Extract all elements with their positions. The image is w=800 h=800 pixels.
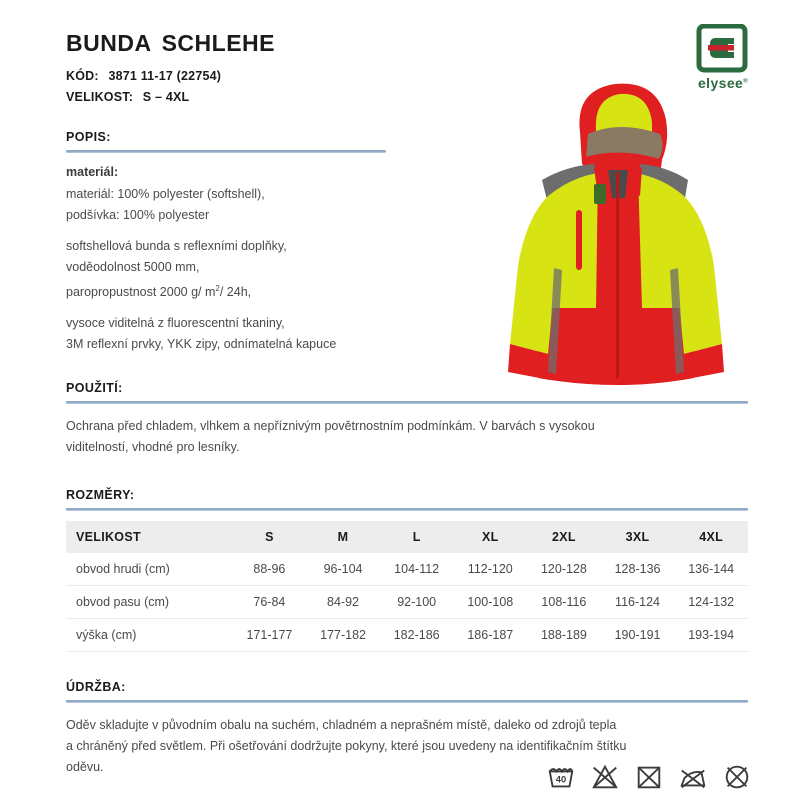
table-row: [66, 586, 748, 619]
product-size-line: [66, 90, 748, 104]
usage-line: viditelností, vhodné pro lesníky.: [66, 440, 240, 455]
cell-value: 104-112: [380, 553, 454, 586]
logo-wordmark: [698, 75, 748, 91]
cell-value: 92-100: [380, 586, 454, 619]
do-not-iron-icon: [678, 762, 708, 792]
do-not-dry-clean-icon: [722, 762, 752, 792]
column-header-l: L: [380, 521, 454, 553]
column-header-s: S: [233, 521, 307, 553]
cell-value: 193-194: [674, 619, 748, 652]
description-divider: [66, 150, 386, 153]
cell-value: 112-120: [453, 553, 527, 586]
cell-value: 128-136: [601, 553, 675, 586]
spec-line-permeability: paropropustnost 2000 g/ $m^2/$ 24h,: [66, 284, 252, 300]
table-row: [66, 553, 748, 586]
product-size-label: VELIKOST:: [66, 90, 134, 104]
table-header-row: [66, 521, 748, 553]
wash-40-icon: [546, 762, 576, 792]
product-code-line: [66, 69, 748, 83]
cell-value: 177-182: [306, 619, 380, 652]
product-size-value: S – 4XL: [142, 90, 190, 104]
cell-value: 182-186: [380, 619, 454, 652]
logo-glyph-icon: [696, 24, 750, 74]
spacer: [66, 303, 466, 313]
section-description: [66, 130, 748, 355]
cell-value: 171-177: [233, 619, 307, 652]
maintenance-line: a chráněný před světlem. Při ošetřování dodržujte pokyny, které jsou uvedeny na identifikačním štítku: [66, 739, 627, 754]
maintenance-divider: [66, 700, 748, 703]
maintenance-heading: ÚDRŽBA:: [66, 680, 126, 695]
maintenance-line: Oděv skladujte v původním obalu na suchém, chladném a neprašném místě, daleko od zdrojů tepla: [66, 718, 617, 733]
cell-value: 108-116: [527, 586, 601, 619]
usage-divider: [66, 401, 748, 404]
row-label: obvod hrudi (cm): [66, 553, 233, 586]
cell-value: 88-96: [233, 553, 307, 586]
brand-logo: [686, 24, 760, 93]
page-title: BUNDA SCHLEHE: [66, 30, 275, 56]
cell-value: 84-92: [306, 586, 380, 619]
cell-value: 116-124: [601, 586, 675, 619]
column-header-size: VELIKOST: [66, 521, 233, 553]
material-line: podšívka: 100% polyester: [66, 208, 210, 222]
column-header-xl: XL: [453, 521, 527, 553]
do-not-tumble-dry-icon: [634, 762, 664, 792]
dimensions-heading: ROZMĚRY:: [66, 488, 135, 503]
logo-registered-mark: ®: [743, 78, 749, 85]
care-symbols-row: [546, 762, 752, 792]
column-header-4xl: 4XL: [674, 521, 748, 553]
size-table: [66, 521, 748, 652]
cell-value: 190-191: [601, 619, 675, 652]
column-header-m: M: [306, 521, 380, 553]
cell-value: 124-132: [674, 586, 748, 619]
elysee-logo-mark: [696, 24, 750, 74]
table-row: [66, 619, 748, 652]
feature-line: 3M reflexní prvky, YKK zipy, odnímatelná kapuce: [66, 337, 337, 352]
spec-line: softshellová bunda s reflexními doplňky,: [66, 239, 287, 253]
logo-brand-text: elysee: [697, 75, 744, 91]
row-label: obvod pasu (cm): [66, 586, 233, 619]
section-dimensions: [66, 488, 748, 652]
spec-line: voděodolnost 5000 mm,: [66, 260, 200, 274]
feature-line: vysoce viditelná z fluorescentní tkaniny,: [66, 316, 285, 331]
size-table-head: [66, 521, 748, 553]
maintenance-line: oděvu.: [66, 760, 104, 775]
row-label: výška (cm): [66, 619, 233, 652]
wash-temperature-text: 40: [555, 774, 567, 785]
cell-value: 120-128: [527, 553, 601, 586]
cell-value: 188-189: [527, 619, 601, 652]
usage-heading: POUŽITÍ:: [66, 381, 123, 396]
cell-value: 76-84: [233, 586, 307, 619]
cell-value: 136-144: [674, 553, 748, 586]
cell-value: 100-108: [453, 586, 527, 619]
description-heading: POPIS:: [66, 130, 111, 144]
product-code-label: KÓD:: [66, 69, 99, 83]
column-header-2xl: 2XL: [527, 521, 601, 553]
section-usage: [66, 381, 748, 458]
dimensions-divider: [66, 508, 748, 511]
description-body: [66, 165, 466, 355]
column-header-3xl: 3XL: [601, 521, 675, 553]
cell-value: 96-104: [306, 553, 380, 586]
usage-body: [66, 416, 706, 458]
spacer: [66, 226, 466, 236]
usage-line: Ochrana před chladem, vlhkem a nepříznivým povětrnostním podmínkám. V barvách s vysokou: [66, 419, 595, 434]
material-heading: materiál:: [66, 165, 119, 179]
do-not-bleach-icon: [590, 762, 620, 792]
material-line: materiál: 100% polyester (softshell),: [66, 187, 265, 201]
cell-value: 186-187: [453, 619, 527, 652]
product-code-value: 3871 11-17 (22754): [108, 69, 222, 83]
size-table-body: [66, 553, 748, 652]
